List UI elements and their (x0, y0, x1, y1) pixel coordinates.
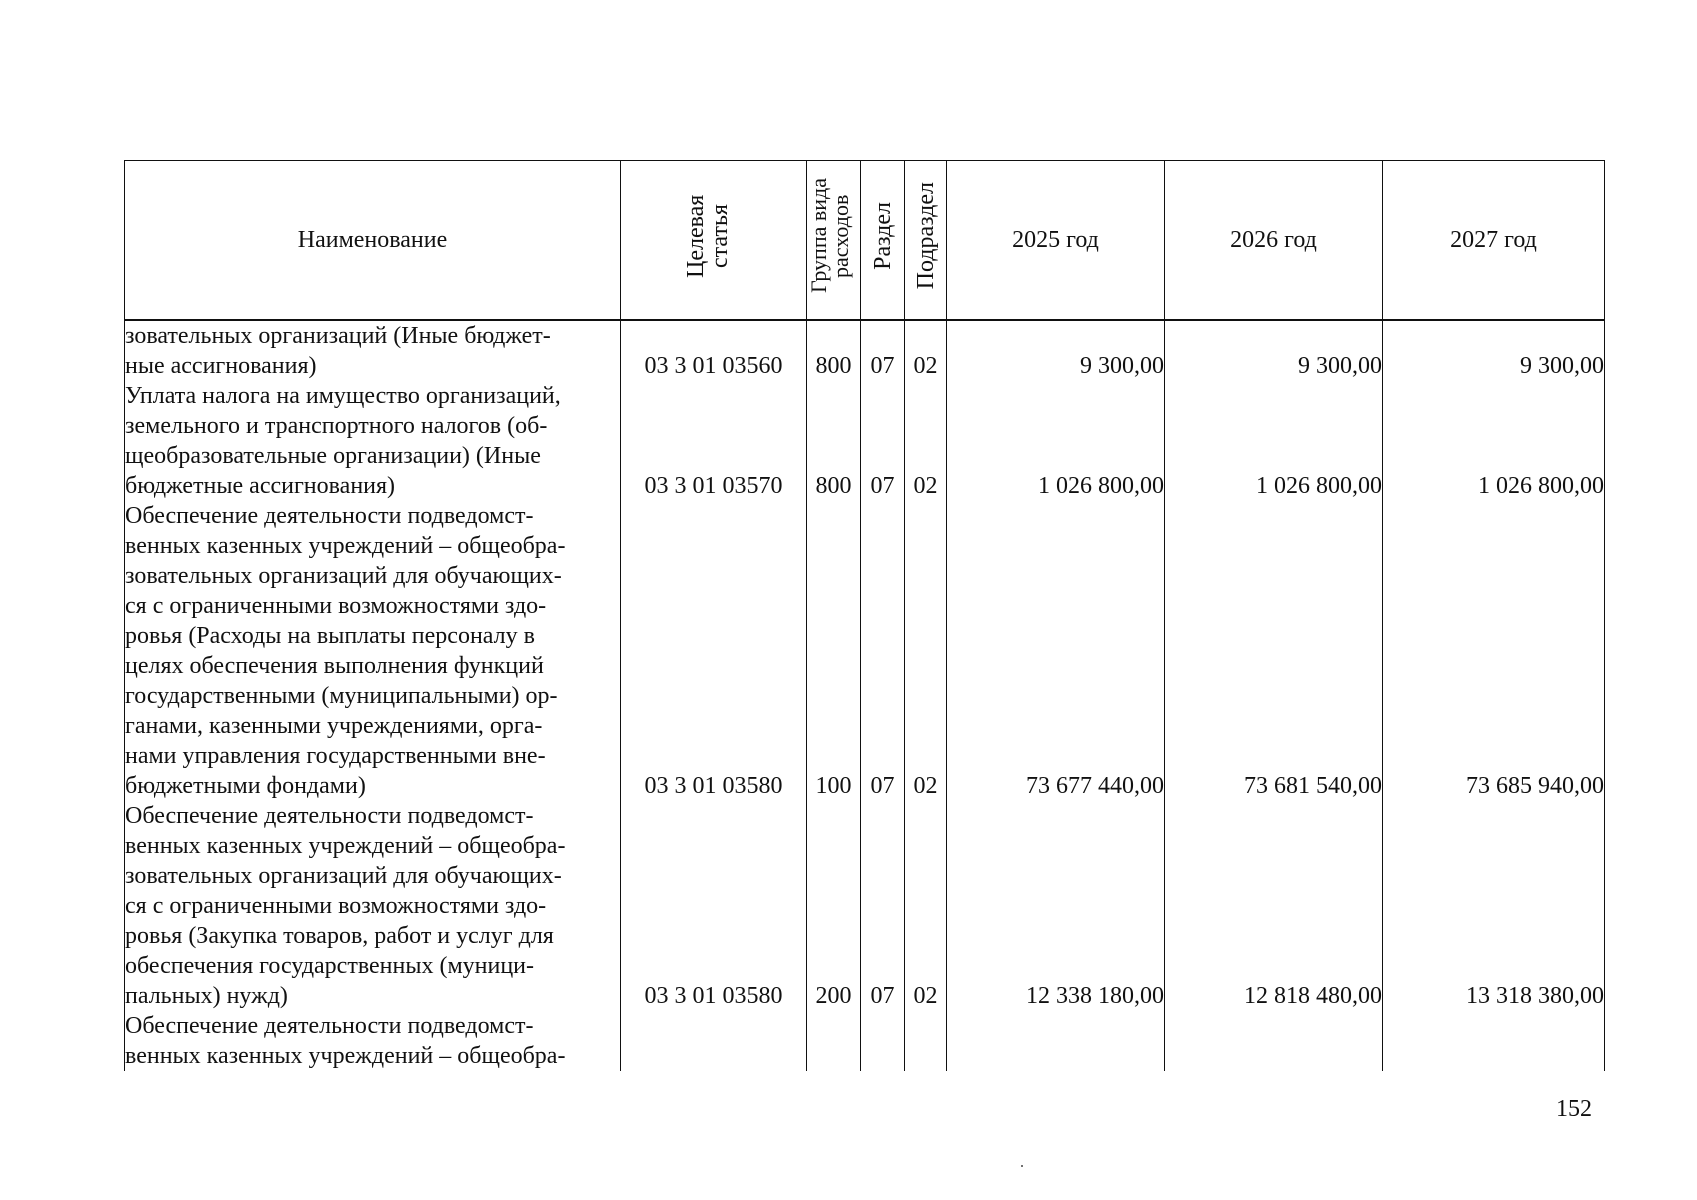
row-name-line: зовательных организаций для обучающих- (125, 863, 562, 889)
row-name-line: венных казенных учреждений – общеобра- (125, 1043, 566, 1069)
header-year-2027: 2027 год (1383, 161, 1605, 321)
row-name-line: ровья (Расходы на выплаты персоналу в (125, 623, 535, 649)
row-expense-group: 100 (807, 501, 861, 801)
header-expense-group: Группа вида расходов (807, 161, 861, 321)
row-name (125, 381, 621, 501)
row-name-line: ся с ограниченными возможностями здо- (125, 893, 547, 919)
row-expense-group: 800 (807, 381, 861, 501)
row-target-article: 03 3 01 03580 (621, 501, 807, 801)
row-value-2027: 9 300,00 (1383, 320, 1605, 381)
row-value-2027: 73 685 940,00 (1383, 501, 1605, 801)
row-value-2026: 73 681 540,00 (1165, 501, 1383, 801)
row-name-line: ровья (Закупка товаров, работ и услуг для (125, 923, 554, 949)
row-value-2027: 13 318 380,00 (1383, 801, 1605, 1011)
row-name-line: земельного и транспортного налогов (об- (125, 413, 548, 439)
row-name-line: Обеспечение деятельности подведомст- (125, 1013, 534, 1039)
row-name-line: ся с ограниченными возможностями здо- (125, 593, 547, 619)
row-section: 07 (861, 801, 905, 1011)
table-row (125, 501, 1605, 801)
page-number: 152 (1556, 1096, 1592, 1122)
row-name-line: Уплата налога на имущество организаций, (125, 383, 561, 409)
row-expense-group: 800 (807, 320, 861, 381)
scan-speck (1021, 1165, 1023, 1167)
row-name-line: нами управления государственными вне- (125, 743, 546, 769)
header-section: Раздел (861, 161, 905, 321)
row-name-line: зовательных организаций для обучающих- (125, 563, 562, 589)
row-value-2025: 12 338 180,00 (947, 801, 1165, 1011)
row-name-line: бюджетные ассигнования) (125, 473, 396, 499)
row-name (125, 320, 621, 381)
row-target-article: 03 3 01 03570 (621, 381, 807, 501)
row-subsection: 02 (905, 501, 947, 801)
row-target-article: 03 3 01 03560 (621, 320, 807, 381)
header-year-2025: 2025 год (947, 161, 1165, 321)
table-row (125, 320, 1605, 381)
row-name-line: зовательных организаций (Иные бюджет- (125, 323, 551, 349)
row-section: 07 (861, 501, 905, 801)
row-expense-group (807, 1011, 861, 1071)
row-name (125, 1011, 621, 1071)
row-name-line: ные ассигнования) (125, 353, 317, 379)
row-value-2026 (1165, 1011, 1383, 1071)
row-value-2027 (1383, 1011, 1605, 1071)
row-value-2026: 1 026 800,00 (1165, 381, 1383, 501)
row-section: 07 (861, 381, 905, 501)
row-name-line: венных казенных учреждений – общеобра- (125, 533, 566, 559)
row-value-2027: 1 026 800,00 (1383, 381, 1605, 501)
row-expense-group: 200 (807, 801, 861, 1011)
row-name-line: ганами, казенными учреждениями, орга- (125, 713, 543, 739)
row-name-line: целях обеспечения выполнения функций (125, 653, 544, 679)
row-value-2026: 12 818 480,00 (1165, 801, 1383, 1011)
budget-table (124, 160, 1605, 1071)
row-name-line: Обеспечение деятельности подведомст- (125, 503, 534, 529)
header-name: Наименование (125, 161, 621, 321)
row-subsection: 02 (905, 320, 947, 381)
row-section (861, 1011, 905, 1071)
row-name-line: щеобразовательные организации) (Иные (125, 443, 541, 469)
row-subsection: 02 (905, 801, 947, 1011)
header-subsection: Подраздел (905, 161, 947, 321)
row-name-line: обеспечения государственных (муници- (125, 953, 535, 979)
table-header-row (125, 161, 1605, 321)
row-name-line: пальных) нужд) (125, 983, 288, 1009)
header-target-article: Целевая статья (621, 161, 807, 321)
row-name (125, 501, 621, 801)
row-name-line: венных казенных учреждений – общеобра- (125, 833, 566, 859)
row-target-article: 03 3 01 03580 (621, 801, 807, 1011)
table-body (125, 320, 1605, 1071)
row-value-2026: 9 300,00 (1165, 320, 1383, 381)
table-row (125, 801, 1605, 1011)
row-value-2025: 1 026 800,00 (947, 381, 1165, 501)
row-value-2025: 73 677 440,00 (947, 501, 1165, 801)
row-section: 07 (861, 320, 905, 381)
row-name-line: Обеспечение деятельности подведомст- (125, 803, 534, 829)
table-row (125, 1011, 1605, 1071)
row-name-line: бюджетными фондами) (125, 773, 366, 799)
row-value-2025 (947, 1011, 1165, 1071)
table-row (125, 381, 1605, 501)
row-value-2025: 9 300,00 (947, 320, 1165, 381)
row-name-line: государственными (муниципальными) ор- (125, 683, 558, 709)
row-subsection (905, 1011, 947, 1071)
row-target-article (621, 1011, 807, 1071)
row-name (125, 801, 621, 1011)
header-year-2026: 2026 год (1165, 161, 1383, 321)
row-subsection: 02 (905, 381, 947, 501)
